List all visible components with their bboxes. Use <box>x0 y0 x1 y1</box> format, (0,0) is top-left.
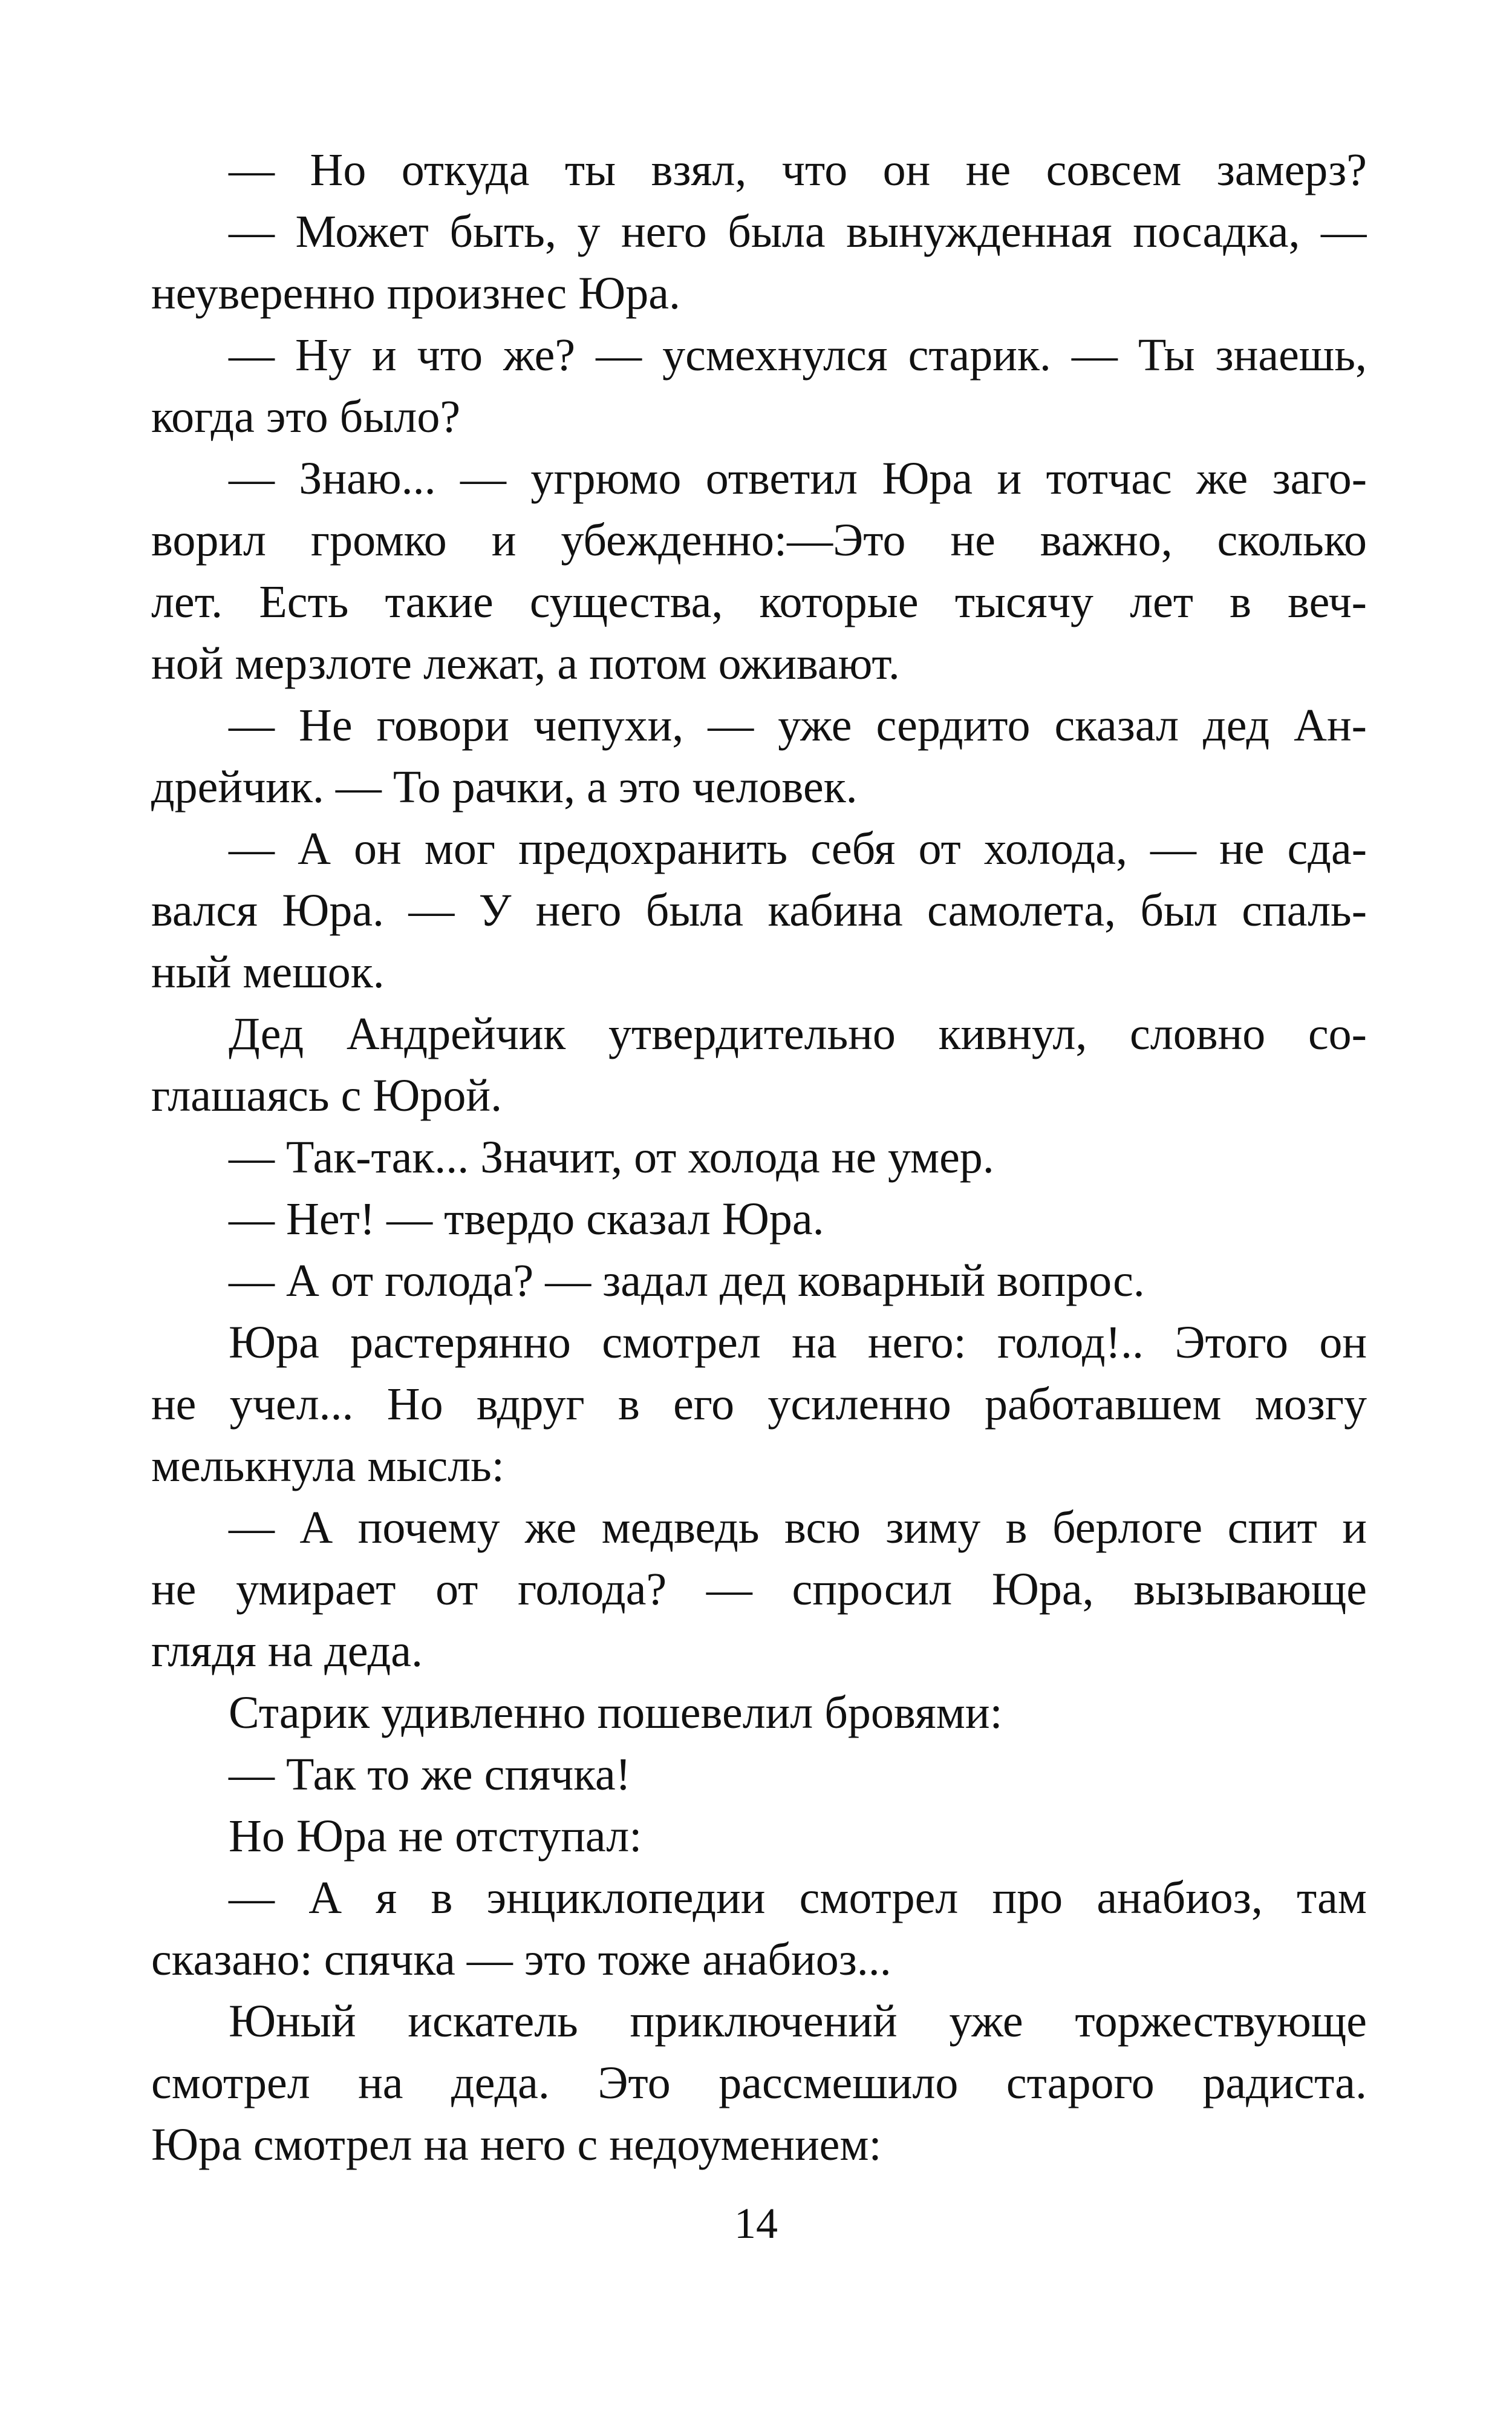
text-line: Юра растерянно смотрел на него: голод!.. Этого он <box>229 1317 1367 1368</box>
text-line: Дед Андрейчик утвердительно кивнул, словно со- <box>229 1009 1367 1059</box>
text-line: Юра смотрел на него с недоумением: <box>151 2119 882 2170</box>
text-line: — Может быть, у него была вынужденная посадка, — <box>229 206 1367 257</box>
text-line: ворил громко и убежденно:—Это не важно, сколько <box>151 515 1367 566</box>
text-line: — Знаю... — угрюмо ответил Юра и тотчас же заго- <box>229 453 1367 504</box>
text-line: ный мешок. <box>151 947 385 998</box>
text-line: лет. Есть такие существа, которые тысячу лет в веч- <box>151 577 1367 627</box>
text-line: — Нет! — твердо сказал Юра. <box>229 1194 824 1244</box>
text-line: ной мерзлоте лежат, а потом оживают. <box>151 638 900 689</box>
text-line: — А он мог предохранить себя от холода, — не сда- <box>229 823 1367 874</box>
text-line: Но Юра не отступал: <box>229 1811 642 1862</box>
text-line: вался Юра. — У него была кабина самолета, был спаль- <box>151 885 1367 936</box>
text-line: Старик удивленно пошевелил бровями: <box>229 1687 1003 1738</box>
book-page <box>151 139 1367 2257</box>
text-line: — А от голода? — задал дед коварный вопрос. <box>229 1255 1145 1306</box>
page-number: 14 <box>734 2199 778 2248</box>
text-line: смотрел на деда. Это рассмешило старого радиста. <box>151 2058 1367 2108</box>
text-line: не учел... Но вдруг в его усиленно работавшем мозгу <box>151 1379 1367 1430</box>
text-line: мелькнула мысль: <box>151 1441 504 1491</box>
text-line: — Так то же спячка! <box>229 1749 631 1800</box>
text-line: Юный искатель приключений уже торжествующе <box>229 1996 1367 2047</box>
text-line: — А почему же медведь всю зиму в берлоге спит и <box>229 1502 1367 1553</box>
text-line: — А я в энциклопедии смотрел про анабиоз, там <box>229 1872 1367 1923</box>
text-line: дрейчик. — То рачки, а это человек. <box>151 762 858 813</box>
text-line: глашаясь с Юрой. <box>151 1070 503 1121</box>
text-line: когда это было? <box>151 391 461 442</box>
text-line: глядя на деда. <box>151 1626 423 1676</box>
text-line: — Не говори чепухи, — уже сердито сказал дед Ан- <box>229 700 1367 751</box>
text-line: — Ну и что же? — усмехнулся старик. — Ты знаешь, <box>229 330 1367 381</box>
text-line: неуверенно произнес Юра. <box>151 268 681 319</box>
text-line: сказано: спячка — это тоже анабиоз... <box>151 1934 891 1985</box>
text-line: — Так-так... Значит, от холода не умер. <box>229 1132 994 1183</box>
text-line: — Но откуда ты взял, что он не совсем замерз? <box>229 145 1367 195</box>
text-line: не умирает от голода? — спросил Юра, вызывающе <box>151 1564 1367 1615</box>
